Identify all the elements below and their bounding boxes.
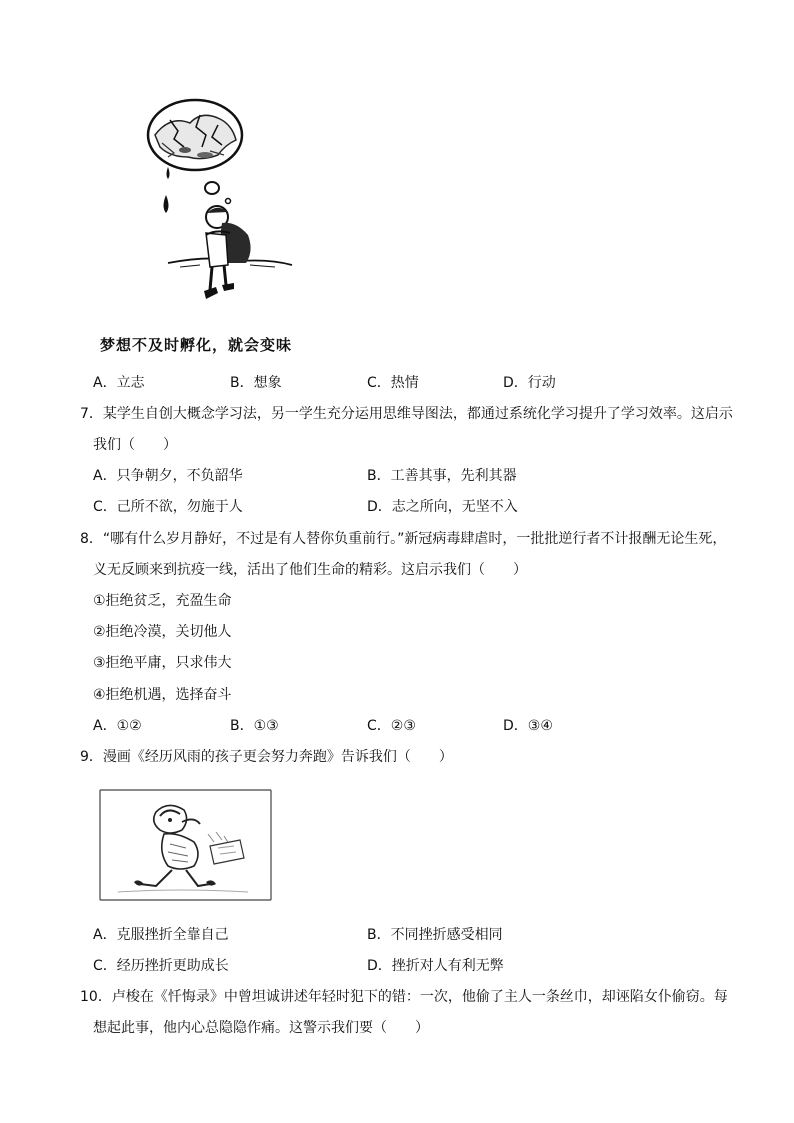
q9-option-d[interactable]: D．挫折对人有利无弊 — [367, 958, 504, 974]
q8-stem-line1: 8．“哪有什么岁月静好，不过是有人替你负重前行。”新冠病毒肆虐时，一批批逆行者不计报酬无论生死， — [80, 531, 727, 547]
q8-option-a[interactable]: A．①② — [93, 718, 142, 734]
q7-option-d[interactable]: D．志之所向，无坚不入 — [367, 499, 518, 515]
q8-item-1: ①拒绝贫乏，充盈生命 — [93, 593, 232, 609]
q10-stem-line1: 10．卢梭在《忏悔录》中曾坦诚讲述年轻时犯下的错：一次，他偷了主人一条丝巾，却诬陷女仆偷窃。每 — [80, 989, 728, 1005]
q8-stem-line2: 义无反顾来到抗疫一线，活出了他们生命的精彩。这启示我们（ ） — [93, 562, 527, 578]
q8-option-b[interactable]: B．①③ — [230, 718, 279, 734]
q8-item-2: ②拒绝冷漠，关切他人 — [93, 624, 232, 640]
q6-option-a[interactable]: A．立志 — [93, 375, 145, 391]
q8-item-3: ③拒绝平庸，只求伟大 — [93, 655, 232, 671]
q9-stem-line1: 9．漫画《经历风雨的孩子更会努力奔跑》告诉我们（ ） — [80, 749, 453, 765]
q7-option-c[interactable]: C．己所不欲，勿施于人 — [93, 499, 243, 515]
dream-cartoon — [140, 95, 305, 310]
cartoon-caption: 梦想不及时孵化，就会变味 — [100, 336, 293, 354]
running-child-cartoon — [98, 786, 273, 904]
q7-stem-line1: 7．某学生自创大概念学习法，另一学生充分运用思维导图法，都通过系统化学习提升了学习效率。这启示 — [80, 406, 733, 422]
q9-option-b[interactable]: B．不同挫折感受相同 — [367, 927, 503, 943]
q7-stem-line2: 我们（ ） — [93, 437, 177, 453]
q8-option-c[interactable]: C．②③ — [367, 718, 416, 734]
q7-option-a[interactable]: A．只争朝夕，不负韶华 — [93, 468, 243, 484]
q10-stem-line2: 想起此事，他内心总隐隐作痛。这警示我们要（ ） — [93, 1020, 429, 1036]
q9-option-a[interactable]: A．克服挫折全靠自己 — [93, 927, 229, 943]
q9-option-c[interactable]: C．经历挫折更助成长 — [93, 958, 229, 974]
q8-option-d[interactable]: D．③④ — [503, 718, 553, 734]
q6-option-d[interactable]: D．行动 — [503, 375, 556, 391]
q8-item-4: ④拒绝机遇，选择奋斗 — [93, 687, 232, 703]
q6-option-b[interactable]: B．想象 — [230, 375, 282, 391]
q6-option-c[interactable]: C．热情 — [367, 375, 419, 391]
q7-option-b[interactable]: B．工善其事，先利其器 — [367, 468, 517, 484]
